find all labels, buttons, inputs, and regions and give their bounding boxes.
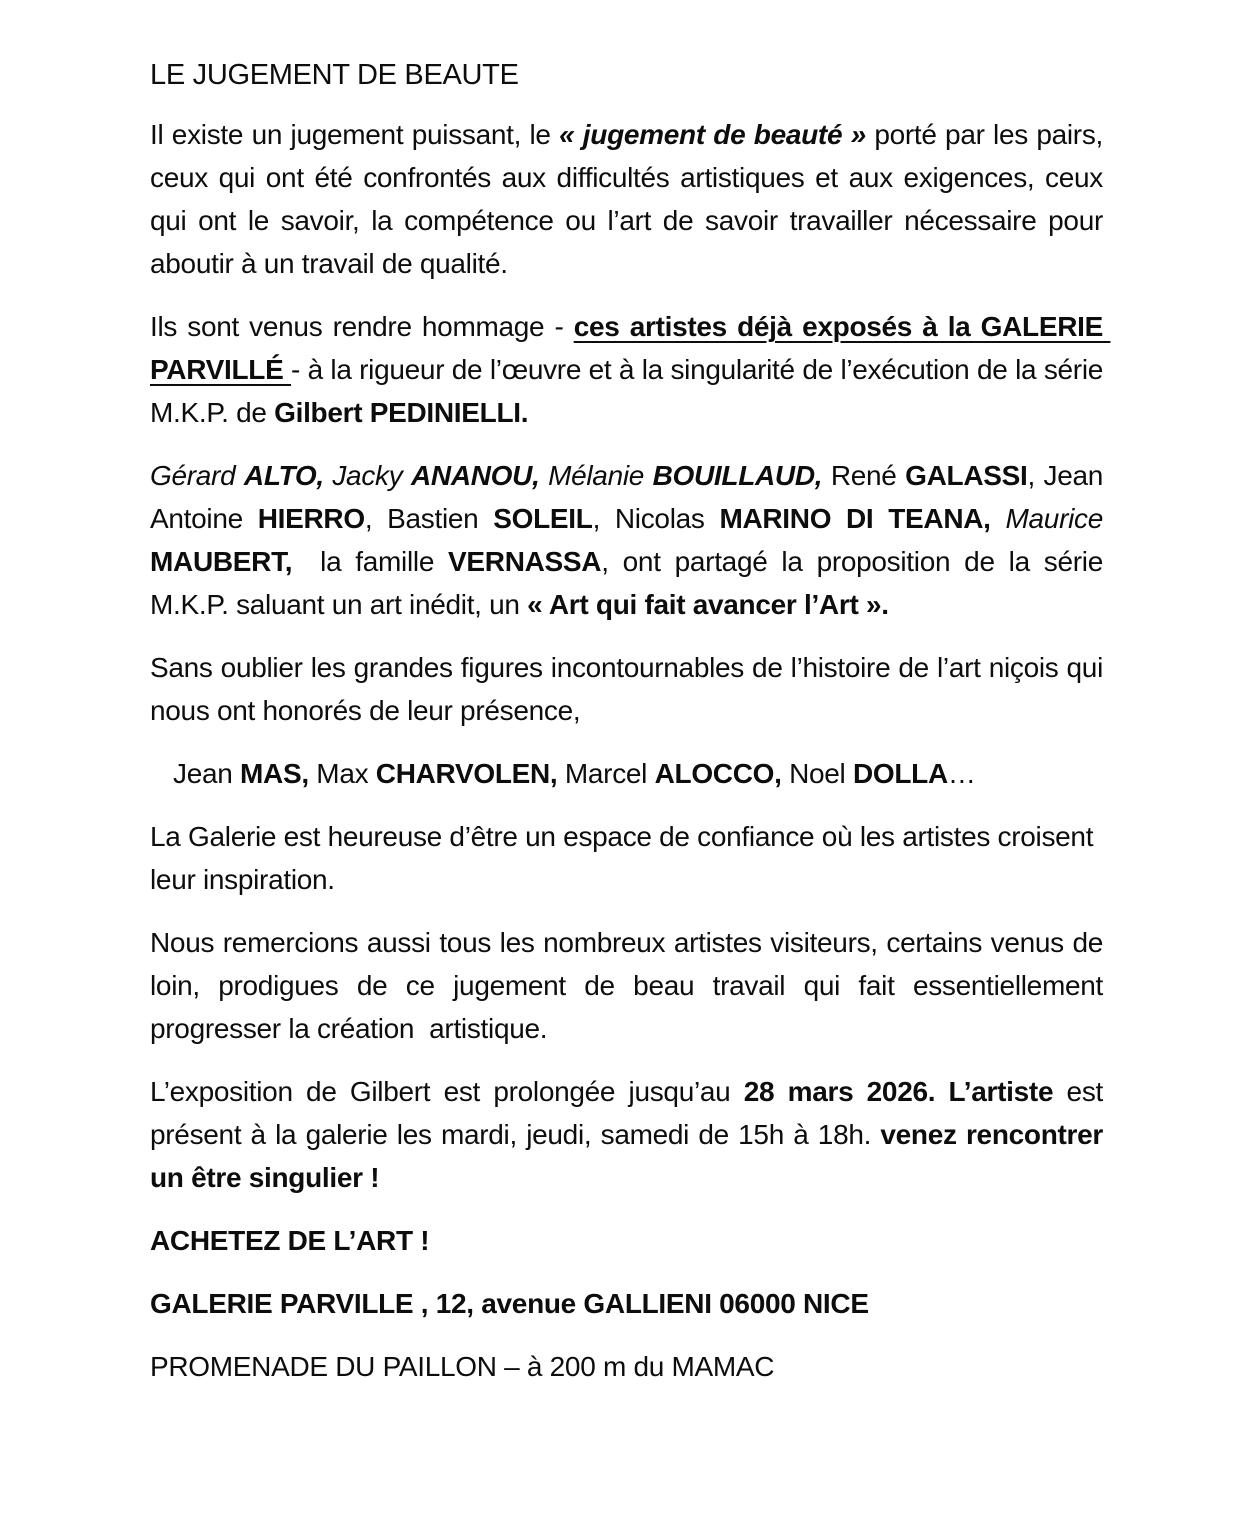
text-run: venez rencontrer un être singulier !	[150, 1119, 1111, 1193]
text-run: , Jean Antoine	[150, 460, 1109, 534]
text-run: MAS,	[240, 758, 309, 789]
text-run: Marcel	[557, 758, 655, 789]
text-run: la famille	[292, 546, 449, 577]
text-run: René	[822, 460, 906, 491]
text-run: ALTO,	[243, 460, 324, 491]
paragraph-promenade	[150, 1345, 1103, 1388]
text-run: GALERIE PARVILLE , 12, avenue GALLIENI 06000 NICE	[150, 1288, 869, 1319]
paragraph-achetez	[150, 1219, 1103, 1262]
text-run: Nous remercions aussi tous les nombreux artistes visiteurs, certains venus de loin, prodigues de ce jugement de beau travail qui fait essentiellement progresser la création artistique.	[150, 927, 1111, 1044]
text-run: DOLLA	[852, 758, 948, 789]
text-run: - à la rigueur de l’œuvre et à la singularité de l’exécution de la série M.K.P. de	[150, 354, 1111, 428]
paragraph-noms-figures	[150, 752, 1103, 795]
text-run: Noel	[781, 758, 853, 789]
text-run: GALASSI	[905, 460, 1028, 491]
text-run: 28 mars 2026. L’artiste	[743, 1076, 1054, 1107]
text-run: Max	[308, 758, 376, 789]
text-run: ces artistes déjà exposés à la GALERIE PARVILLÉ	[150, 311, 1111, 385]
text-run: CHARVOLEN,	[375, 758, 558, 789]
paragraph-galerie-confiance	[150, 815, 1103, 901]
text-run: La Galerie est heureuse d’être un espace de confiance où les artistes croisent leur inspiration.	[150, 821, 1101, 895]
text-run: « jugement de beauté »	[559, 119, 866, 150]
text-run: porté par les pairs, ceux qui ont été confrontés aux difficultés artistiques et aux exigences, ceux qui ont le savoir, la compétence ou l’art de savoir travailler nécessaire pour aboutir à un travail de qualité.	[150, 119, 1111, 279]
paragraph-hommage	[150, 305, 1111, 434]
document-body	[150, 113, 1111, 1388]
text-run: …	[947, 758, 976, 789]
text-run: Gilbert PEDINIELLI.	[274, 397, 529, 428]
text-run: HIERRO	[257, 503, 365, 534]
text-run: Maurice	[990, 503, 1111, 534]
text-run: est présent à la galerie les mardi, jeudi, samedi de 15h à 18h.	[150, 1076, 1111, 1150]
text-run: ALOCCO,	[654, 758, 782, 789]
paragraph-remerciements	[150, 921, 1111, 1050]
document-title: LE JUGEMENT DE BEAUTE	[150, 59, 519, 91]
paragraph-intro	[150, 113, 1111, 285]
paragraph-grandes-figures	[150, 646, 1111, 732]
text-run: Mélanie	[539, 460, 653, 491]
text-run: « Art qui fait avancer l’Art ».	[527, 589, 889, 620]
text-run: BOUILLAUD,	[652, 460, 823, 491]
text-run: Ils sont venus rendre hommage -	[150, 311, 574, 342]
text-run: Gérard	[150, 460, 244, 491]
paragraph-liste-artistes	[150, 454, 1111, 626]
text-run: Jean	[173, 758, 240, 789]
text-run: Sans oublier les grandes figures incontournables de l’histoire de l’art niçois qui nous ont honorés de leur présence,	[150, 652, 1111, 726]
text-run: PROMENADE DU PAILLON – à 200 m du MAMAC	[150, 1351, 775, 1382]
text-run: MARINO DI TEANA,	[719, 503, 991, 534]
text-run: Il existe un jugement puissant, le	[150, 119, 560, 150]
paragraph-adresse	[150, 1282, 1103, 1325]
text-run: VERNASSA	[448, 546, 602, 577]
text-run: SOLEIL	[493, 503, 593, 534]
text-run: , Bastien	[364, 503, 494, 534]
text-run: ACHETEZ DE L’ART !	[150, 1225, 430, 1256]
text-run: , Nicolas	[592, 503, 720, 534]
text-run: , ont partagé la proposition de la série M.K.P. saluant un art inédit, un	[150, 546, 1111, 620]
text-run: ANANOU,	[410, 460, 540, 491]
text-run: Jacky	[323, 460, 411, 491]
text-run: L’exposition de Gilbert est prolongée jusqu’au	[150, 1076, 744, 1107]
paragraph-exposition	[150, 1070, 1111, 1199]
text-run: MAUBERT,	[150, 546, 293, 577]
